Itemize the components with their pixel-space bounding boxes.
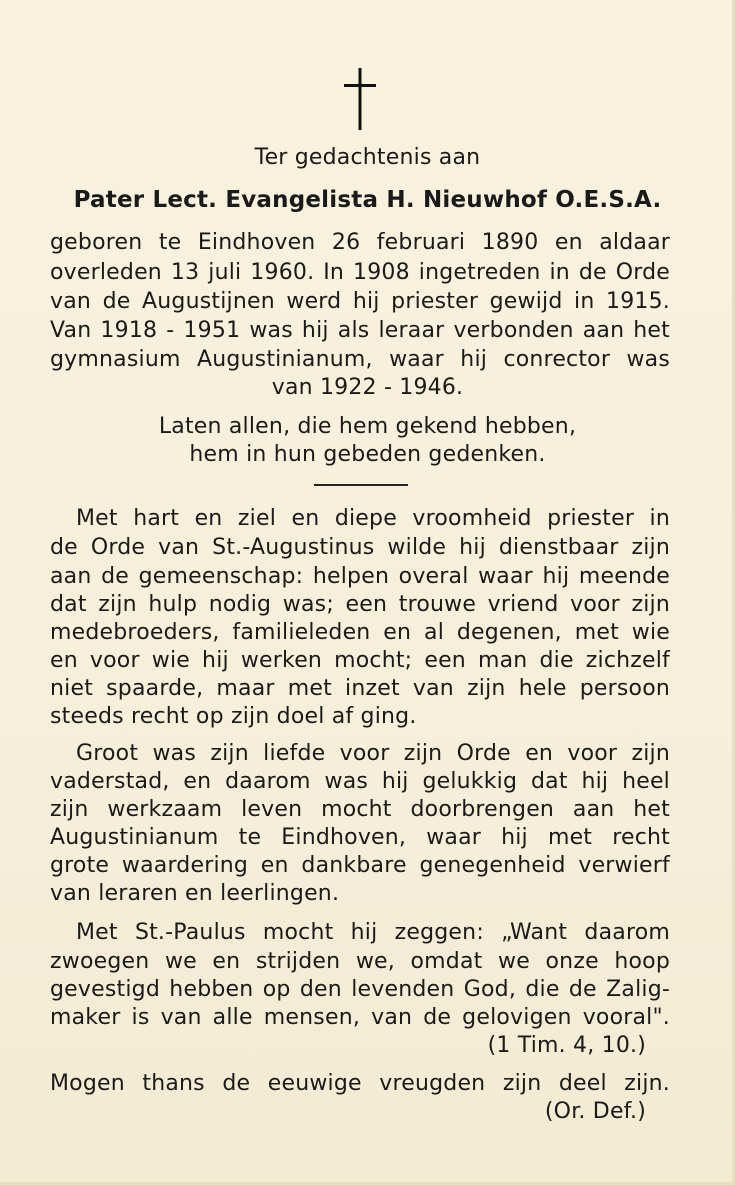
bio-line: van 1922 - 1946.	[271, 375, 464, 400]
paragraph-line: vaderstad, en daarom was hij gelukkig dat hij heel	[50, 769, 670, 794]
paragraph-line: Met St.-Paulus mocht hij zeggen: „Want daarom	[76, 920, 670, 945]
closing-line: Mogen thans de eeuwige vreugden zijn deel zijn.	[50, 1071, 670, 1096]
paragraph-line: dat zijn hulp nodig was; een trouwe vriend voor zijn	[50, 592, 670, 617]
paragraph-line: gevestigd hebben op den levenden God, die de Zalig-	[50, 977, 670, 1002]
paragraph-line: zwoegen we en strijden we, omdat we onze hoop	[50, 949, 670, 974]
prayer-request-line: Laten allen, die hem gekend hebben,	[158, 414, 577, 439]
in-memory-heading: Ter gedachtenis aan	[254, 145, 481, 170]
paragraph-line: grote waardering en dankbare genegenheid verwierf	[50, 853, 670, 878]
divider	[314, 484, 408, 486]
paragraph-line: maker is van alle mensen, van de gelovigen vooral".	[50, 1005, 670, 1030]
liturgical-citation: (Or. Def.)	[544, 1099, 646, 1124]
prayer-request-line: hem in hun gebeden gedenken.	[189, 442, 546, 467]
cross-icon	[340, 68, 380, 130]
paragraph-line: en voor wie hij werken mocht; een man die zichzelf	[50, 648, 670, 673]
paragraph-line: medebroeders, familieleden en al degenen, met wie	[50, 620, 670, 645]
paragraph-line: steeds recht op zijn doel af ging.	[50, 704, 417, 729]
paragraph-line: Groot was zijn liefde voor zijn Orde en voor zijn	[76, 741, 670, 766]
paragraph-line: niet spaarde, maar met inzet van zijn hele persoon	[50, 676, 670, 701]
paragraph-line: Augustinianum te Eindhoven, waar hij met recht	[50, 825, 670, 850]
paragraph-line: de Orde van St.-Augustinus wilde hij dienstbaar zijn	[50, 535, 670, 560]
bio-line: overleden 13 juli 1960. In 1908 ingetreden in de Orde	[50, 260, 670, 285]
bio-line: geboren te Eindhoven 26 februari 1890 en aldaar	[50, 230, 670, 255]
paragraph-line: zijn werkzaam leven mocht doorbrengen aan het	[50, 797, 670, 822]
bio-line: van de Augustijnen werd hij priester gewijd in 1915.	[50, 289, 670, 314]
deceased-name: Pater Lect. Evangelista H. Nieuwhof O.E.S.A.	[73, 187, 662, 213]
paragraph-line: van leraren en leerlingen.	[50, 881, 340, 906]
scripture-citation: (1 Tim. 4, 10.)	[487, 1033, 646, 1058]
paragraph-line: aan de gemeenschap: helpen overal waar hij meende	[50, 564, 670, 589]
bio-line: gymnasium Augustinianum, waar hij conrector was	[50, 347, 670, 372]
paragraph-line: Met hart en ziel en diepe vroomheid priester in	[76, 506, 670, 531]
bio-line: Van 1918 - 1951 was hij als leraar verbonden aan het	[50, 318, 670, 343]
